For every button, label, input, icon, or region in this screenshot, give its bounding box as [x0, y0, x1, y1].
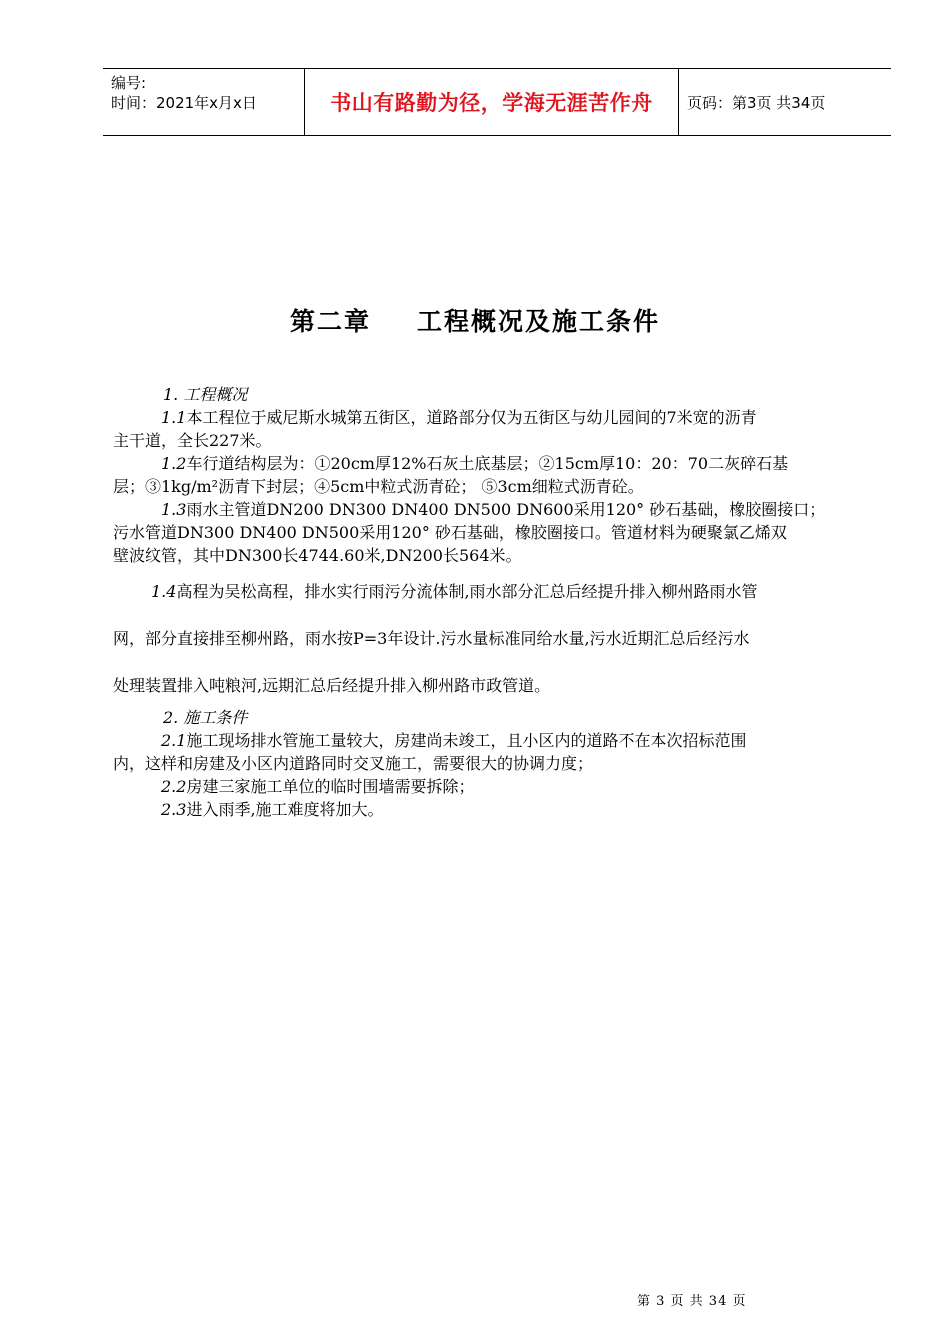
document-header	[103, 68, 891, 136]
paragraph-line: 内，这样和房建及小区内道路同时交叉施工，需要很大的协调力度；	[113, 754, 594, 773]
page-label: 页码：第3页 共34页	[687, 93, 826, 112]
header-page-cell	[679, 69, 891, 135]
section-title: 1. 工程概况	[163, 385, 248, 404]
section-overview	[113, 383, 883, 567]
motto-text: 书山有路勤为径，学海无涯苦作舟	[330, 91, 653, 115]
page-footer: 第 3 页 共 34 页	[637, 1294, 747, 1309]
paragraph-line: 主干道，全长227米。	[113, 431, 272, 450]
section-title: 2. 施工条件	[163, 708, 248, 727]
paragraph: 1.3雨水主管道DN200 DN300 DN400 DN500 DN600采用120° 砂石基础，橡胶圈接口；	[161, 500, 826, 519]
paragraph: 2.2房建三家施工单位的临时围墙需要拆除；	[161, 777, 475, 796]
paragraph-line: 层；③1kg/m²沥青下封层；④5cm中粒式沥青砼； ⑤3cm细粒式沥青砼。	[113, 477, 644, 496]
paragraph-line: 污水管道DN300 DN400 DN500采用120° 砂石基础，橡胶圈接口。管道材料为硬聚氯乙烯双	[113, 523, 787, 542]
header-meta-cell	[103, 69, 304, 135]
paragraph-line: 处理装置排入吨粮河,远期汇总后经提升排入柳州路市政管道。	[113, 676, 551, 695]
paragraph: 2.3进入雨季,施工难度将加大。	[161, 800, 384, 819]
code-label: 编号:	[111, 74, 147, 92]
chapter-number: 第二章	[289, 307, 371, 336]
time-label: 时间：2021年x月x日	[111, 94, 257, 112]
paragraph-line: 壁波纹管，其中DN300长4744.60米,DN200长564米。	[113, 546, 522, 565]
paragraph: 1.2车行道结构层为：①20cm厚12%石灰土底基层；②15cm厚10：20：70二灰碎石基	[161, 454, 789, 473]
chapter-name: 工程概况及施工条件	[417, 307, 661, 336]
paragraph: 2.1施工现场排水管施工量较大，房建尚未竣工，且小区内的道路不在本次招标范围	[161, 731, 747, 750]
section-conditions	[113, 706, 883, 821]
header-motto-cell	[304, 69, 679, 135]
paragraph-1-4	[113, 580, 883, 697]
paragraph-line: 网，部分直接排至柳州路，雨水按P=3年设计.污水量标准同给水量,污水近期汇总后经污水	[113, 629, 750, 648]
paragraph: 1.4高程为吴松高程，排水实行雨污分流体制,雨水部分汇总后经提升排入柳州路雨水管	[151, 582, 758, 601]
paragraph: 1.1本工程位于威尼斯水城第五街区，道路部分仅为五街区与幼儿园间的7米宽的沥青	[161, 408, 757, 427]
chapter-title	[0, 302, 950, 338]
